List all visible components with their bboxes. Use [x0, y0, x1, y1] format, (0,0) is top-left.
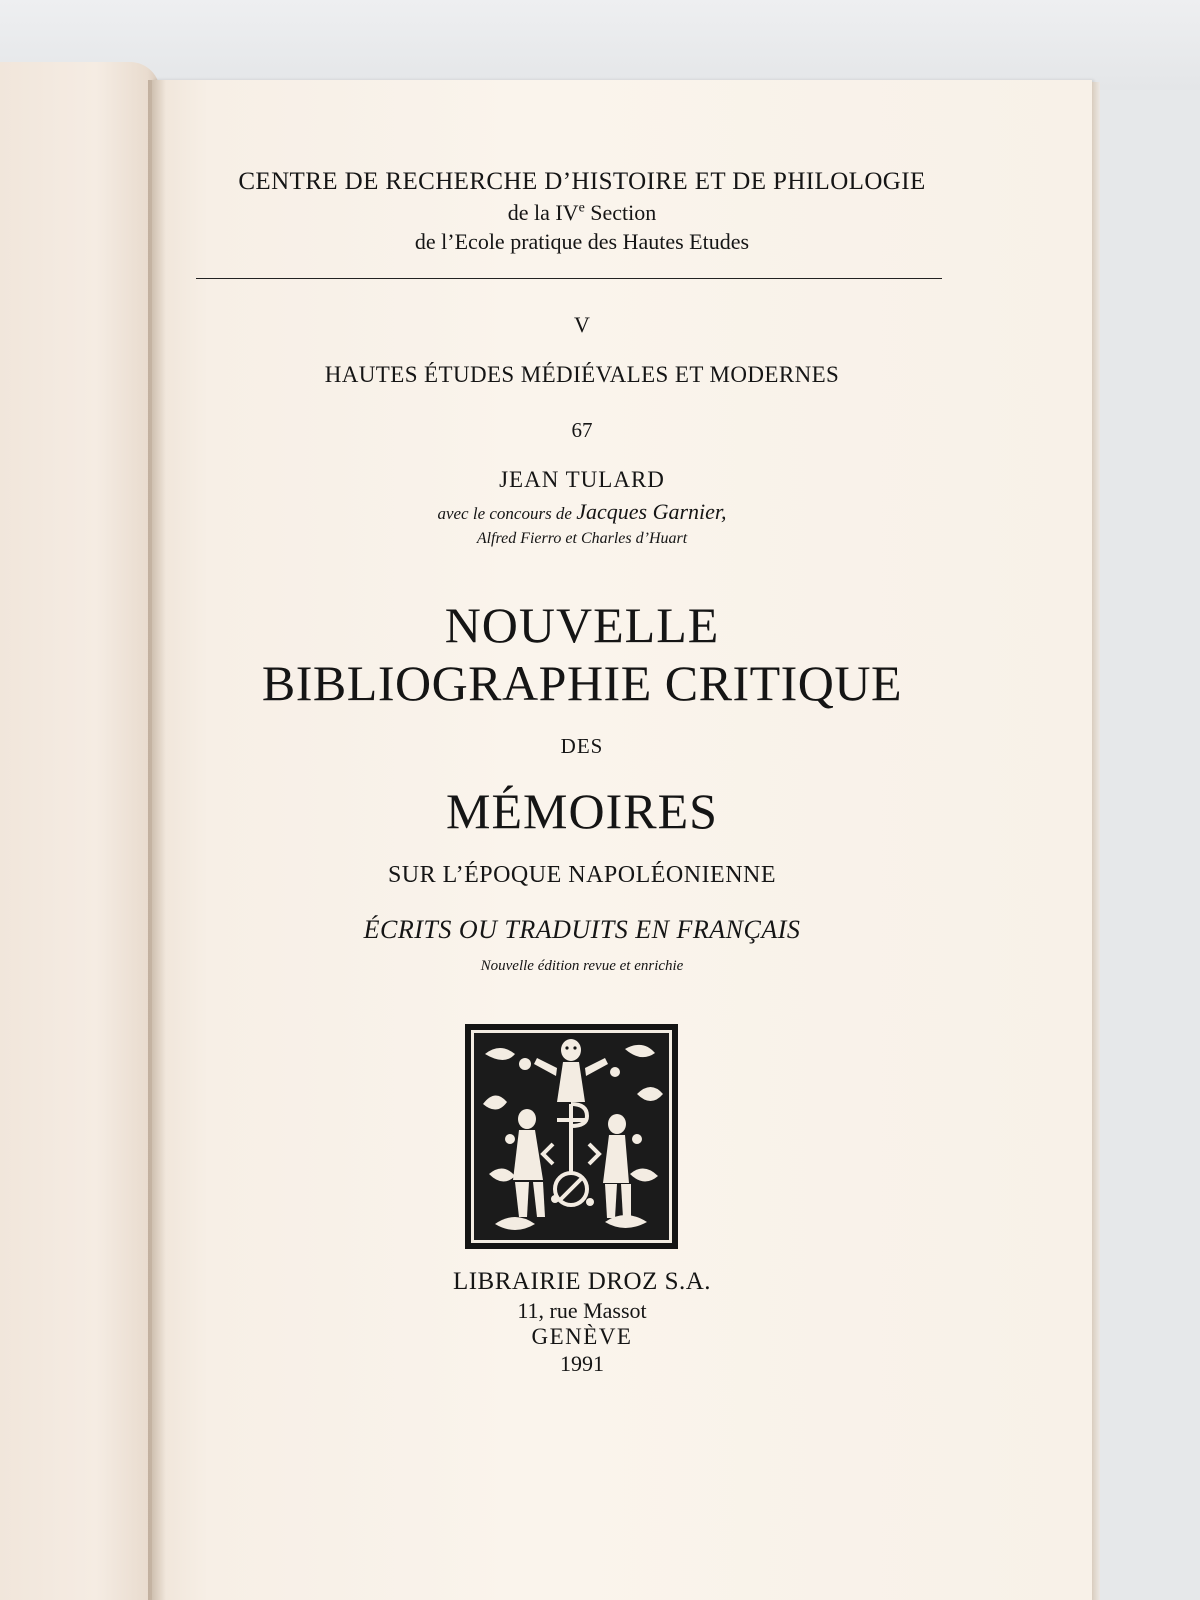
school-name: de l’Ecole pratique des Hautes Etudes	[414, 229, 750, 254]
publisher-name: LIBRAIRIE DROZ S.A.	[452, 1268, 712, 1295]
printer-mark-woodcut-icon	[465, 1024, 678, 1249]
author-name: JEAN TULARD	[499, 467, 665, 492]
collab-name: Jacques Garnier,	[576, 499, 727, 524]
series-number: 67	[571, 418, 593, 442]
publisher-city: GENÈVE	[531, 1324, 633, 1349]
collaborator-line	[152, 499, 1012, 525]
title-block	[152, 0, 1012, 1600]
section-sup: e	[578, 200, 585, 216]
left-page	[0, 62, 160, 1600]
collab-prefix: avec le concours de	[437, 504, 577, 523]
title-des: DES	[560, 734, 604, 758]
publication-year: 1991	[560, 1351, 604, 1376]
title-memoires: MÉMOIRES	[446, 783, 718, 839]
title-line-2: BIBLIOGRAPHIE CRITIQUE	[261, 655, 903, 711]
institution-name: CENTRE DE RECHERCHE D’HISTOIRE ET DE PHILOLOGIE	[238, 168, 926, 195]
language-note: ÉCRITS OU TRADUITS EN FRANÇAIS	[363, 915, 801, 944]
other-contributors: Alfred Fierro et Charles d’Huart	[476, 530, 688, 547]
subtitle: SUR L’ÉPOQUE NAPOLÉONIENNE	[387, 862, 777, 888]
page-edge	[1092, 82, 1100, 1600]
series-volume: V	[574, 312, 590, 337]
edition-note: Nouvelle édition revue et enrichie	[480, 958, 684, 974]
section-prefix: de la IV	[507, 200, 579, 225]
series-name: HAUTES ÉTUDES MÉDIÉVALES ET MODERNES	[324, 362, 840, 387]
section-suffix: Section	[584, 200, 657, 225]
publisher-address: 11, rue Massot	[517, 1298, 647, 1323]
title-line-1: NOUVELLE	[444, 597, 720, 653]
